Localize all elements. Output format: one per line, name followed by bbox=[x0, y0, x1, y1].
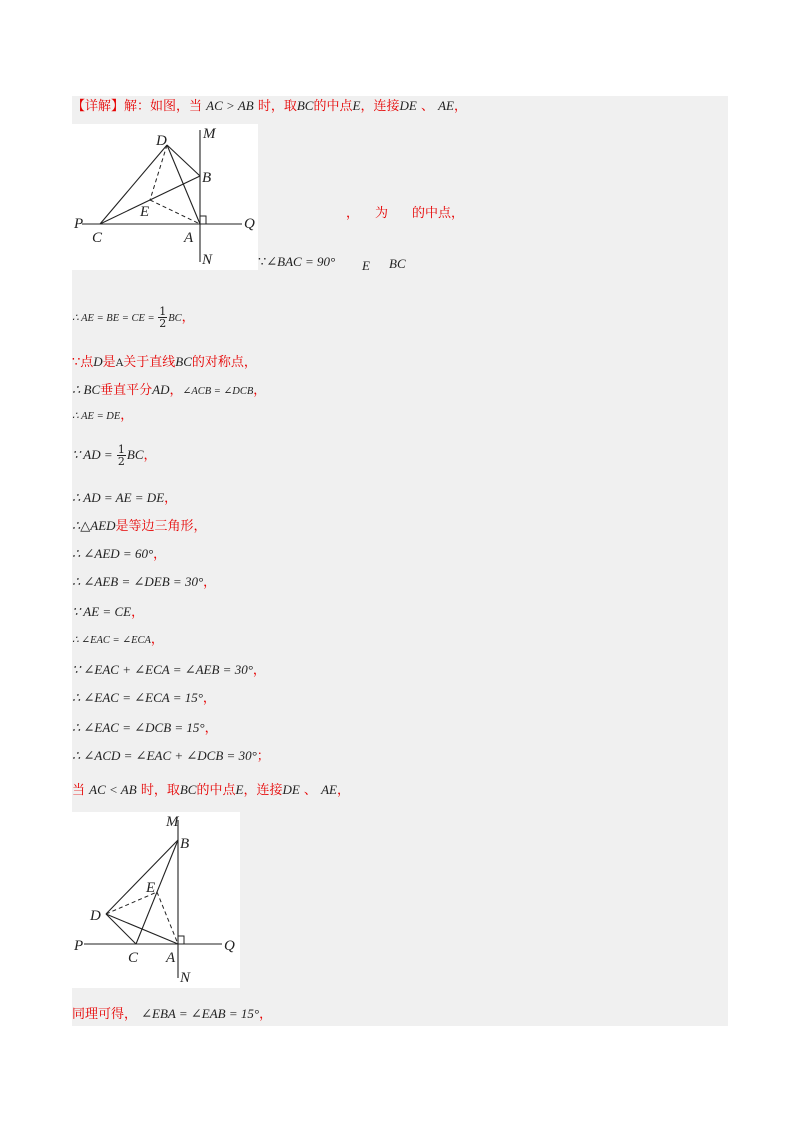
fig1-label-d: D bbox=[156, 133, 167, 149]
fig1-label-p: P bbox=[74, 216, 84, 232]
figure-2-diagram bbox=[72, 812, 240, 988]
step-12: ∵ ∠EAC + ∠ECA = ∠AEB = 30°， bbox=[72, 662, 266, 678]
step-2: ∵点D是A关于直线BC的对称点， bbox=[72, 354, 257, 370]
fig2-label-c: C bbox=[128, 950, 139, 966]
fig2-label-a: A bbox=[166, 950, 176, 966]
step-5: ∵ AD = $\frac{1}{2}$ BC， bbox=[72, 443, 157, 468]
step-13: ∴ ∠EAC = ∠ECA = 15°， bbox=[72, 690, 216, 706]
intro-line: 【详解】解：如图，当 AC > AB 时，取BC的中点E，连接DE 、 AE， bbox=[72, 98, 467, 114]
step-11: ∴ ∠EAC = ∠ECA， bbox=[72, 632, 164, 647]
step-7: ∴△AED是等边三角形， bbox=[72, 518, 207, 534]
fig1-label-m: M bbox=[203, 126, 216, 142]
figure-1 bbox=[72, 124, 258, 270]
fig1-label-q: Q bbox=[244, 216, 255, 232]
fig1-label-e: E bbox=[140, 204, 150, 220]
step-8: ∴ ∠AED = 60°， bbox=[72, 546, 167, 562]
figure-2 bbox=[72, 812, 240, 988]
fig2-label-n: N bbox=[180, 970, 191, 986]
conclusion-line: 同理可得， ∠EBA = ∠EAB = 15°， bbox=[72, 1006, 273, 1022]
step-14: ∴ ∠EAC = ∠DCB = 15°， bbox=[72, 720, 218, 736]
fig2-label-b: B bbox=[180, 836, 190, 852]
fig2-label-q: Q bbox=[224, 938, 235, 954]
fig1-label-n: N bbox=[202, 252, 213, 268]
detail-tag: 【详解】 bbox=[72, 99, 125, 114]
case-2-line: 当 AC < AB 时，取BC的中点E，连接DE 、 AE， bbox=[72, 782, 350, 798]
fig2-label-d: D bbox=[90, 908, 101, 924]
fig2-label-p: P bbox=[74, 938, 84, 954]
step-4: ∴ AE = DE， bbox=[72, 408, 134, 423]
step-15: ∴ ∠ACD = ∠EAC + ∠DCB = 30°； bbox=[72, 748, 270, 764]
fig1-label-c: C bbox=[92, 230, 103, 246]
step-1: ∴ AE = BE = CE = $\frac{1}{2}$ BC， bbox=[72, 305, 195, 330]
step-10: ∵ AE = CE， bbox=[72, 604, 145, 620]
step-3: ∴ BC垂直平分AD，∠ACB = ∠DCB， bbox=[72, 382, 267, 398]
step-6: ∴ AD = AE = DE， bbox=[72, 490, 178, 506]
fig1-label-a: A bbox=[184, 230, 194, 246]
step-9: ∴ ∠AEB = ∠DEB = 30°， bbox=[72, 574, 217, 590]
fig1-label-b: B bbox=[202, 170, 212, 186]
fig2-label-m: M bbox=[166, 814, 179, 830]
fig2-label-e: E bbox=[146, 880, 156, 896]
figure-1-diagram bbox=[72, 124, 258, 270]
